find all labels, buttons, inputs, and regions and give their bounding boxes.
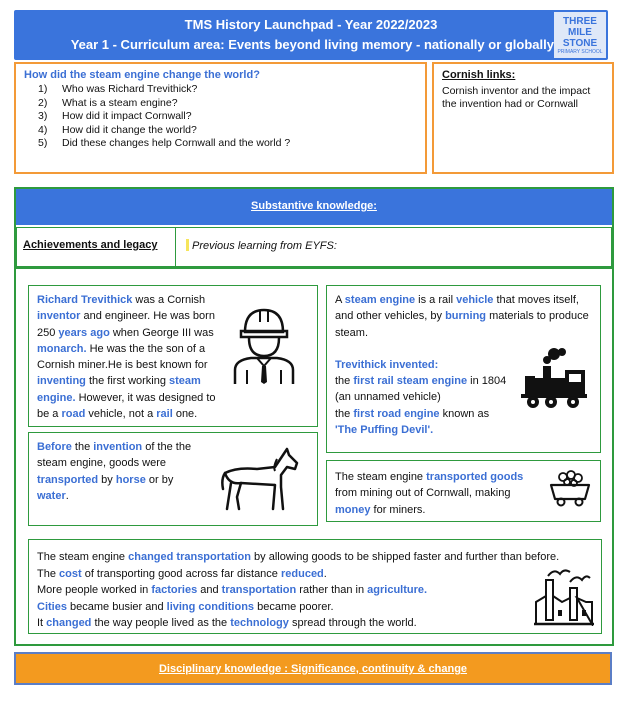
highlight-marker <box>186 239 189 251</box>
factory-icon <box>534 566 594 626</box>
changed-transportation-card: The steam engine changed transportation by allowing goods to be shipped faster and further than before. The cost of transporting good across far distance reduced. More people worked in factories and transportation rather than in agriculture. Cities became busier and living conditions became poorer. It changed the way people lived as the technology spread through the world. <box>28 539 602 634</box>
cornish-links-title: Cornish links: <box>442 69 516 81</box>
list-item: 3) How did it impact Cornwall? <box>38 110 192 123</box>
cornish-links-text: Cornish inventor and the impact the invention had or Cornwall <box>442 84 591 110</box>
page-title: TMS History Launchpad - Year 2022/2023 <box>184 17 438 32</box>
list-item: 2) What is a steam engine? <box>38 96 178 109</box>
page-subtitle: Year 1 - Curriculum area: Events beyond living memory - nationally or globally <box>70 37 554 52</box>
cornish-links-box <box>432 62 614 174</box>
divider <box>16 267 612 269</box>
school-logo: THREE MILE STONE PRIMARY SCHOOL <box>554 12 606 58</box>
disciplinary-title: Disciplinary knowledge : Significance, continuity & change <box>14 652 612 685</box>
steam-engine-card: A steam engine is a rail vehicle that moves itself, and other vehicles, by burning materials to produce steam. Trevithick invented: the first rail steam engine in 1804 (an unnamed vehicle) the first road engine known as 'The Puffing Devil'. <box>326 285 601 453</box>
locomotive-icon <box>519 346 589 410</box>
engineer-icon <box>231 304 297 384</box>
coal-cart-icon <box>549 469 591 507</box>
before-invention-card: Before the invention of the the steam engine, goods were transported by horse or by water. <box>28 432 318 526</box>
list-item: 4) How did it change the world? <box>38 123 197 136</box>
transported-goods-card: The steam engine transported goods from mining out of Cornwall, making money for miners. <box>326 460 601 522</box>
horse-icon <box>217 445 301 513</box>
substantive-title: Substantive knowledge: <box>16 189 612 225</box>
trevithick-card: Richard Trevithick was a Cornish inventor and engineer. He was born 250 years ago when George III was monarch. He was the the son of a Cornish miner.He is best known for inventing the first working steam engine. However, it was designed to be a road vehicle, not a rail one. <box>28 285 318 427</box>
previous-learning: Previous learning from EYFS: <box>176 227 612 267</box>
key-questions-list <box>24 83 417 151</box>
list-item: 1) Who was Richard Trevithick? <box>38 83 198 95</box>
key-questions-title: How did the steam engine change the world? <box>24 69 260 81</box>
page-header <box>14 10 608 60</box>
list-item: 5) Did these changes help Cornwall and the world ? <box>38 137 291 150</box>
key-questions-box <box>14 62 427 174</box>
achievements-label: Achievements and legacy <box>16 227 176 267</box>
